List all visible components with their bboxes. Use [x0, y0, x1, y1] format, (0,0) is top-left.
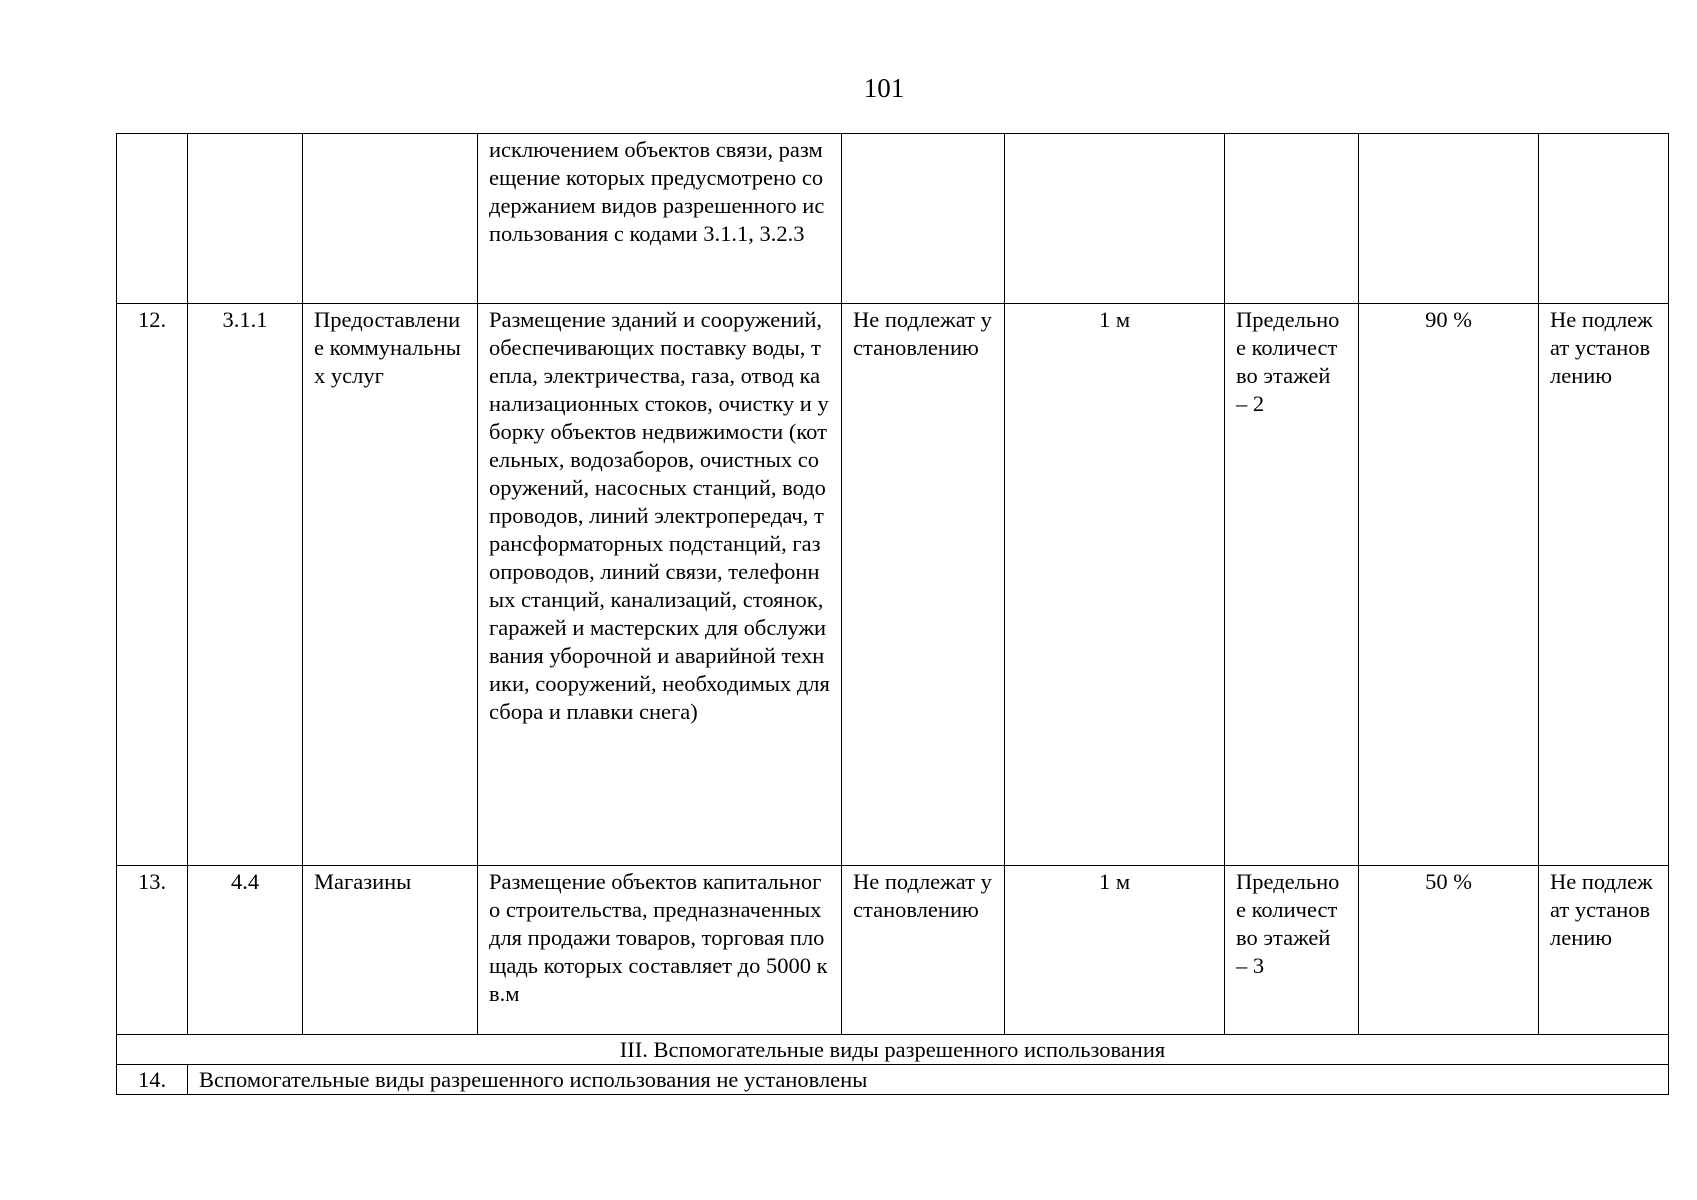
continuation-other-cell [1539, 134, 1669, 304]
row-code: 3.1.1 [188, 304, 303, 866]
page-number: 101 [863, 73, 905, 103]
footer-row-text: Вспомогательные виды разрешенного использования не установлены [188, 1065, 1669, 1095]
row-coverage: 50 % [1359, 866, 1539, 1035]
row-plot-size: Не подлежат установлению [842, 866, 1005, 1035]
continuation-plot-size-cell [842, 134, 1005, 304]
continuation-num-cell [117, 134, 188, 304]
continuation-setback-cell [1005, 134, 1225, 304]
row-use-name: Магазины [303, 866, 478, 1035]
row-coverage: 90 % [1359, 304, 1539, 866]
continuation-description: исключением объектов связи, размещение которых предусмотрено содержанием видов разрешенного использования с кодами 3.1.1, 3.2.3 [478, 134, 842, 304]
footer-row [117, 1065, 1669, 1095]
row-floors: Предельное количество этажей – 3 [1225, 866, 1359, 1035]
continuation-coverage-cell [1359, 134, 1539, 304]
row-other: Не подлежат установлению [1539, 866, 1669, 1035]
row-description: Размещение объектов капитального строительства, предназначенных для продажи товаров, торговая площадь которых составляет до 5000 кв.м [478, 866, 842, 1035]
row-floors: Предельное количество этажей – 2 [1225, 304, 1359, 866]
continuation-code-cell [188, 134, 303, 304]
row-code: 4.4 [188, 866, 303, 1035]
row-plot-size: Не подлежат установлению [842, 304, 1005, 866]
row-setback: 1 м [1005, 866, 1225, 1035]
row-setback: 1 м [1005, 304, 1225, 866]
continuation-row [117, 134, 1669, 304]
section-title: III. Вспомогательные виды разрешенного использования [117, 1035, 1669, 1065]
row-description: Размещение зданий и сооружений, обеспечивающих поставку воды, тепла, электричества, газа, отвод канализационных стоков, очистку и уборку объектов недвижимости (котельных, водозаборов, очистных сооружений, насосных станций, водопроводов, линий электропередач, трансформаторных подстанций, газопроводов, линий связи, телефонных станций, канализаций, стоянок, гаражей и мастерских для обслуживания уборочной и аварийной техники, сооружений, необходимых для сбора и плавки снега) [478, 304, 842, 866]
table-row [117, 304, 1669, 866]
footer-row-number: 14. [117, 1065, 188, 1095]
section-header-row [117, 1035, 1669, 1065]
table-row [117, 866, 1669, 1035]
row-number: 13. [117, 866, 188, 1035]
row-other: Не подлежат установлению [1539, 304, 1669, 866]
continuation-floors-cell [1225, 134, 1359, 304]
continuation-name-cell [303, 134, 478, 304]
row-use-name: Предоставление коммунальных услуг [303, 304, 478, 866]
row-number: 12. [117, 304, 188, 866]
zoning-regulations-table [116, 133, 1669, 1095]
